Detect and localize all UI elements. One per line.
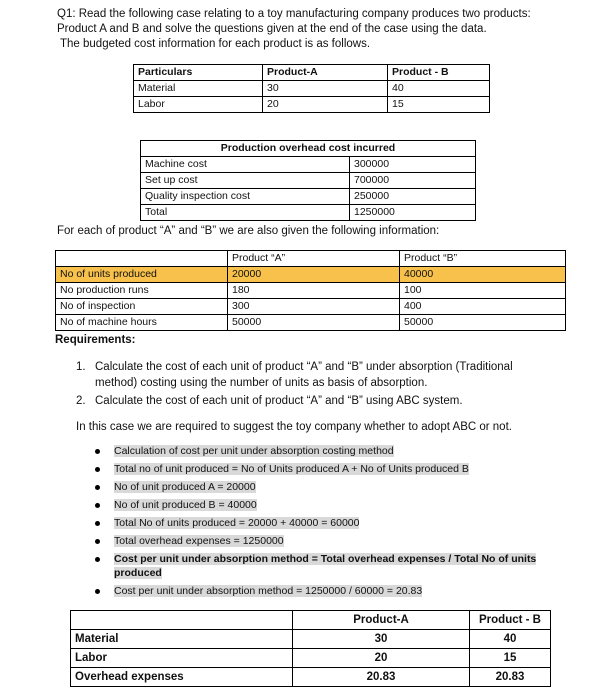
req-1-line-1: Calculate the cost of each unit of product “A” and “B” under absorption (Traditional: [95, 361, 513, 373]
table-row: [141, 173, 476, 189]
table-cell: 40: [470, 630, 551, 649]
table-cell: No of units produced: [56, 267, 228, 283]
list-item: Total No of units produced = 20000 + 40000 = 60000: [95, 516, 565, 530]
table-cell: Set up cost: [141, 173, 350, 189]
overhead-table: [140, 140, 476, 221]
header-cell: Product “A”: [228, 251, 400, 267]
table-cell: 30: [293, 630, 470, 649]
bullet-icon: [95, 589, 100, 594]
table-cell: 20.83: [293, 668, 470, 687]
table-cell: 100: [400, 283, 566, 299]
table-row-highlighted: [56, 267, 566, 283]
table-cell: 50000: [228, 315, 400, 331]
req-2-line-1: Calculate the cost of each unit of product “A” and “B” using ABC system.: [95, 395, 463, 407]
table-cell: 1250000: [350, 205, 476, 221]
table-cell: Material: [134, 81, 263, 97]
table-cell: Labor: [134, 97, 263, 113]
table-cell: 40000: [400, 267, 566, 283]
bullet-icon: [95, 521, 100, 526]
table-cell: 300: [228, 299, 400, 315]
header-cell: Product - B: [470, 611, 551, 630]
table-cell: 700000: [350, 173, 476, 189]
table-cell: Labor: [71, 649, 293, 668]
table-cell: 400: [400, 299, 566, 315]
bullet-icon: [95, 485, 100, 490]
bullet-icon: [95, 557, 100, 562]
table-cell: Overhead expenses: [71, 668, 293, 687]
table-cell: 250000: [350, 189, 476, 205]
info-line: For each of product “A” and “B” we are also given the following information:: [57, 225, 440, 237]
table-cell: 20: [293, 649, 470, 668]
list-item: Total overhead expenses = 1250000: [95, 534, 565, 548]
req-num-1: 1.: [76, 361, 86, 373]
table-cell: 300000: [350, 157, 476, 173]
req-1-line-2: method) costing using the number of units as basis of absorption.: [95, 377, 428, 389]
table-row: [71, 668, 551, 687]
header-cell: Product “B”: [400, 251, 566, 267]
table-row: [141, 205, 476, 221]
table-row: [134, 97, 490, 113]
table-row: [141, 189, 476, 205]
table-cell: No of machine hours: [56, 315, 228, 331]
header-cell: Particulars: [134, 65, 263, 81]
list-item: Cost per unit under absorption method = Total overhead expenses / Total No of units produced: [95, 552, 565, 580]
bullet-icon: [95, 449, 100, 454]
table-row: [134, 81, 490, 97]
header-cell: [56, 251, 228, 267]
req-num-2: 2.: [76, 395, 86, 407]
budget-table: [133, 64, 490, 113]
result-table: [70, 610, 551, 687]
header-cell: Product-A: [263, 65, 388, 81]
table-row: [71, 649, 551, 668]
header-cell: [71, 611, 293, 630]
table-cell: 40: [388, 81, 490, 97]
bullet-icon: [95, 539, 100, 544]
table-cell: 30: [263, 81, 388, 97]
table-cell: 15: [470, 649, 551, 668]
table-row: [141, 157, 476, 173]
table-cell: Machine cost: [141, 157, 350, 173]
intro-line-2: Product A and B and solve the questions given at the end of the case using the data.: [57, 23, 487, 35]
bullet-list: [95, 444, 565, 602]
suggest-line: In this case we are required to suggest the toy company whether to adopt ABC or not.: [76, 421, 512, 433]
table-row: [71, 630, 551, 649]
table-cell: Total: [141, 205, 350, 221]
table-cell: Quality inspection cost: [141, 189, 350, 205]
table-cell: 20.83: [470, 668, 551, 687]
table-cell: Material: [71, 630, 293, 649]
header-cell: Product - B: [388, 65, 490, 81]
table-cell: 20: [263, 97, 388, 113]
table-row: [56, 315, 566, 331]
requirements-heading: Requirements:: [55, 334, 136, 346]
table-cell: 180: [228, 283, 400, 299]
intro-line-1: Q1: Read the following case relating to a toy manufacturing company produces two products:: [57, 8, 531, 20]
table-cell: 20000: [228, 267, 400, 283]
table-row: [56, 283, 566, 299]
list-item: Total no of unit produced = No of Units produced A + No of Units produced B: [95, 462, 565, 476]
list-item: Cost per unit under absorption method = 1250000 / 60000 = 20.83: [95, 584, 565, 598]
list-item: No of unit produced B = 40000: [95, 498, 565, 512]
bullet-icon: [95, 503, 100, 508]
info-table: [55, 250, 566, 331]
header-cell: Product-A: [293, 611, 470, 630]
table-cell: No production runs: [56, 283, 228, 299]
bullet-icon: [95, 467, 100, 472]
table-cell: No of inspection: [56, 299, 228, 315]
list-item: No of unit produced A = 20000: [95, 480, 565, 494]
table-cell: 15: [388, 97, 490, 113]
table-row: [56, 299, 566, 315]
table-cell: 50000: [400, 315, 566, 331]
intro-line-3: The budgeted cost information for each product is as follows.: [60, 38, 371, 50]
overhead-title: Production overhead cost incurred: [141, 141, 476, 157]
list-item: Calculation of cost per unit under absorption costing method: [95, 444, 565, 458]
